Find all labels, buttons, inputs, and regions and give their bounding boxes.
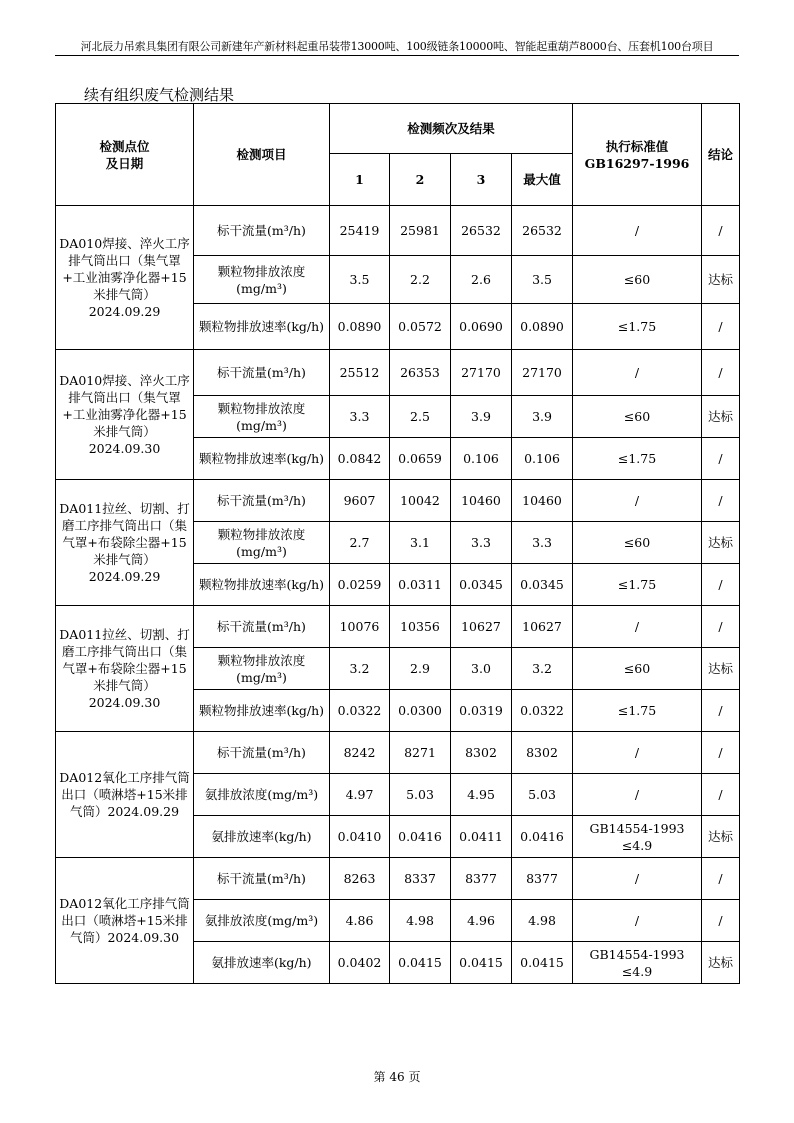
run-2-value-cell: 3.1 bbox=[390, 522, 451, 564]
run-1-value-cell: 4.97 bbox=[330, 774, 390, 816]
test-item-cell: 标干流量(m³/h) bbox=[194, 480, 330, 522]
results-table bbox=[55, 103, 740, 984]
run-1-value-cell: 4.86 bbox=[330, 900, 390, 942]
conclusion-cell: 达标 bbox=[702, 396, 740, 438]
standard-value-cell: ≤1.75 bbox=[573, 564, 702, 606]
measurement-point-cell: DA010焊接、淬火工序排气筒出口（集气罩+工业油雾净化器+15米排气筒）2024.09.30 bbox=[56, 350, 194, 480]
run-2-value-cell: 0.0572 bbox=[390, 304, 451, 350]
max-value-cell: 5.03 bbox=[512, 774, 573, 816]
run-1-value-cell: 25512 bbox=[330, 350, 390, 396]
test-item-cell: 氨排放浓度(mg/m³) bbox=[194, 774, 330, 816]
run-3-value-cell: 4.96 bbox=[451, 900, 512, 942]
run-1-value-cell: 3.5 bbox=[330, 256, 390, 304]
run-3-value-cell: 3.3 bbox=[451, 522, 512, 564]
run-1-value-cell: 0.0322 bbox=[330, 690, 390, 732]
test-item-cell: 标干流量(m³/h) bbox=[194, 732, 330, 774]
table-row bbox=[56, 858, 740, 900]
test-item-cell: 标干流量(m³/h) bbox=[194, 206, 330, 256]
run-2-value-cell: 0.0300 bbox=[390, 690, 451, 732]
standard-value-cell: ≤1.75 bbox=[573, 690, 702, 732]
run-3-value-cell: 3.9 bbox=[451, 396, 512, 438]
max-value-cell: 4.98 bbox=[512, 900, 573, 942]
run-1-value-cell: 8242 bbox=[330, 732, 390, 774]
run-2-value-cell: 8271 bbox=[390, 732, 451, 774]
standard-value-cell: / bbox=[573, 900, 702, 942]
conclusion-cell: / bbox=[702, 606, 740, 648]
test-item-cell: 颗粒物排放速率(kg/h) bbox=[194, 438, 330, 480]
test-item-cell: 颗粒物排放速率(kg/h) bbox=[194, 304, 330, 350]
run-3-value-cell: 10460 bbox=[451, 480, 512, 522]
run-1-value-cell: 25419 bbox=[330, 206, 390, 256]
standard-value-cell: ≤1.75 bbox=[573, 438, 702, 480]
header-max: 最大值 bbox=[512, 154, 573, 206]
run-2-value-cell: 0.0416 bbox=[390, 816, 451, 858]
run-2-value-cell: 8337 bbox=[390, 858, 451, 900]
conclusion-cell: / bbox=[702, 858, 740, 900]
test-item-cell: 氨排放速率(kg/h) bbox=[194, 816, 330, 858]
run-1-value-cell: 0.0890 bbox=[330, 304, 390, 350]
header-item: 检测项目 bbox=[194, 104, 330, 206]
header-point: 检测点位 及日期 bbox=[56, 104, 194, 206]
table-row bbox=[56, 350, 740, 396]
run-2-value-cell: 2.5 bbox=[390, 396, 451, 438]
run-3-value-cell: 2.6 bbox=[451, 256, 512, 304]
run-1-value-cell: 9607 bbox=[330, 480, 390, 522]
page-number: 第 46 页 bbox=[373, 1070, 421, 1084]
run-1-value-cell: 2.7 bbox=[330, 522, 390, 564]
standard-value-cell: GB14554-1993 ≤4.9 bbox=[573, 942, 702, 984]
max-value-cell: 3.3 bbox=[512, 522, 573, 564]
table-row bbox=[56, 480, 740, 522]
max-value-cell: 0.0322 bbox=[512, 690, 573, 732]
conclusion-cell: / bbox=[702, 480, 740, 522]
conclusion-cell: 达标 bbox=[702, 942, 740, 984]
header-run-2: 2 bbox=[390, 154, 451, 206]
test-item-cell: 标干流量(m³/h) bbox=[194, 606, 330, 648]
run-3-value-cell: 0.0345 bbox=[451, 564, 512, 606]
conclusion-cell: 达标 bbox=[702, 522, 740, 564]
max-value-cell: 0.0416 bbox=[512, 816, 573, 858]
measurement-point-cell: DA010焊接、淬火工序排气筒出口（集气罩+工业油雾净化器+15米排气筒）2024.09.29 bbox=[56, 206, 194, 350]
measurement-point-cell: DA012氧化工序排气筒出口（喷淋塔+15米排气筒）2024.09.30 bbox=[56, 858, 194, 984]
run-3-value-cell: 8377 bbox=[451, 858, 512, 900]
max-value-cell: 0.0890 bbox=[512, 304, 573, 350]
run-3-value-cell: 26532 bbox=[451, 206, 512, 256]
run-2-value-cell: 10356 bbox=[390, 606, 451, 648]
test-item-cell: 颗粒物排放速率(kg/h) bbox=[194, 690, 330, 732]
run-1-value-cell: 3.3 bbox=[330, 396, 390, 438]
test-item-cell: 颗粒物排放速率(kg/h) bbox=[194, 564, 330, 606]
run-2-value-cell: 5.03 bbox=[390, 774, 451, 816]
run-2-value-cell: 0.0659 bbox=[390, 438, 451, 480]
max-value-cell: 26532 bbox=[512, 206, 573, 256]
max-value-cell: 27170 bbox=[512, 350, 573, 396]
max-value-cell: 8377 bbox=[512, 858, 573, 900]
header-standard: 执行标准值 GB16297-1996 bbox=[573, 104, 702, 206]
standard-value-cell: / bbox=[573, 732, 702, 774]
conclusion-cell: 达标 bbox=[702, 648, 740, 690]
conclusion-cell: / bbox=[702, 774, 740, 816]
conclusion-cell: / bbox=[702, 564, 740, 606]
max-value-cell: 10460 bbox=[512, 480, 573, 522]
test-item-cell: 颗粒物排放浓度 (mg/m³) bbox=[194, 396, 330, 438]
max-value-cell: 0.106 bbox=[512, 438, 573, 480]
section-title: 续有组织废气检测结果 bbox=[84, 86, 235, 104]
header-run-3: 3 bbox=[451, 154, 512, 206]
run-2-value-cell: 2.9 bbox=[390, 648, 451, 690]
standard-value-cell: / bbox=[573, 858, 702, 900]
max-value-cell: 3.9 bbox=[512, 396, 573, 438]
standard-value-cell: / bbox=[573, 350, 702, 396]
run-1-value-cell: 0.0410 bbox=[330, 816, 390, 858]
table-row bbox=[56, 206, 740, 256]
run-2-value-cell: 2.2 bbox=[390, 256, 451, 304]
test-item-cell: 颗粒物排放浓度 (mg/m³) bbox=[194, 522, 330, 564]
header-run-1: 1 bbox=[330, 154, 390, 206]
run-3-value-cell: 0.106 bbox=[451, 438, 512, 480]
standard-value-cell: ≤60 bbox=[573, 396, 702, 438]
run-1-value-cell: 3.2 bbox=[330, 648, 390, 690]
header-rule bbox=[55, 55, 739, 56]
page-header: 河北辰力吊索具集团有限公司新建年产新材料起重吊装带13000吨、100级链条10000吨、智能起重葫芦8000台、压套机100台项目 bbox=[80, 40, 714, 53]
run-2-value-cell: 26353 bbox=[390, 350, 451, 396]
run-2-value-cell: 4.98 bbox=[390, 900, 451, 942]
max-value-cell: 0.0415 bbox=[512, 942, 573, 984]
standard-value-cell: / bbox=[573, 606, 702, 648]
conclusion-cell: 达标 bbox=[702, 256, 740, 304]
standard-value-cell: ≤60 bbox=[573, 522, 702, 564]
run-2-value-cell: 0.0311 bbox=[390, 564, 451, 606]
conclusion-cell: / bbox=[702, 438, 740, 480]
conclusion-cell: / bbox=[702, 732, 740, 774]
standard-value-cell: / bbox=[573, 206, 702, 256]
test-item-cell: 氨排放速率(kg/h) bbox=[194, 942, 330, 984]
run-3-value-cell: 27170 bbox=[451, 350, 512, 396]
max-value-cell: 0.0345 bbox=[512, 564, 573, 606]
measurement-point-cell: DA011拉丝、切割、打磨工序排气筒出口（集气罩+布袋除尘器+15米排气筒）2024.09.29 bbox=[56, 480, 194, 606]
run-3-value-cell: 4.95 bbox=[451, 774, 512, 816]
run-2-value-cell: 10042 bbox=[390, 480, 451, 522]
conclusion-cell: / bbox=[702, 350, 740, 396]
conclusion-cell: 达标 bbox=[702, 816, 740, 858]
run-3-value-cell: 3.0 bbox=[451, 648, 512, 690]
run-1-value-cell: 8263 bbox=[330, 858, 390, 900]
run-1-value-cell: 0.0402 bbox=[330, 942, 390, 984]
run-3-value-cell: 10627 bbox=[451, 606, 512, 648]
conclusion-cell: / bbox=[702, 690, 740, 732]
test-item-cell: 颗粒物排放浓度 (mg/m³) bbox=[194, 648, 330, 690]
run-3-value-cell: 0.0411 bbox=[451, 816, 512, 858]
run-2-value-cell: 0.0415 bbox=[390, 942, 451, 984]
run-3-value-cell: 8302 bbox=[451, 732, 512, 774]
test-item-cell: 颗粒物排放浓度 (mg/m³) bbox=[194, 256, 330, 304]
test-item-cell: 标干流量(m³/h) bbox=[194, 350, 330, 396]
run-3-value-cell: 0.0690 bbox=[451, 304, 512, 350]
run-1-value-cell: 10076 bbox=[330, 606, 390, 648]
test-item-cell: 氨排放浓度(mg/m³) bbox=[194, 900, 330, 942]
run-1-value-cell: 0.0842 bbox=[330, 438, 390, 480]
standard-value-cell: ≤60 bbox=[573, 648, 702, 690]
run-3-value-cell: 0.0319 bbox=[451, 690, 512, 732]
table-row bbox=[56, 732, 740, 774]
max-value-cell: 3.5 bbox=[512, 256, 573, 304]
standard-value-cell: GB14554-1993 ≤4.9 bbox=[573, 816, 702, 858]
header-frequency: 检测频次及结果 bbox=[330, 104, 573, 154]
run-3-value-cell: 0.0415 bbox=[451, 942, 512, 984]
standard-value-cell: / bbox=[573, 774, 702, 816]
run-2-value-cell: 25981 bbox=[390, 206, 451, 256]
max-value-cell: 10627 bbox=[512, 606, 573, 648]
conclusion-cell: / bbox=[702, 206, 740, 256]
max-value-cell: 3.2 bbox=[512, 648, 573, 690]
standard-value-cell: ≤60 bbox=[573, 256, 702, 304]
test-item-cell: 标干流量(m³/h) bbox=[194, 858, 330, 900]
header-conclusion: 结论 bbox=[702, 104, 740, 206]
conclusion-cell: / bbox=[702, 900, 740, 942]
table-row bbox=[56, 606, 740, 648]
conclusion-cell: / bbox=[702, 304, 740, 350]
measurement-point-cell: DA011拉丝、切割、打磨工序排气筒出口（集气罩+布袋除尘器+15米排气筒）2024.09.30 bbox=[56, 606, 194, 732]
standard-value-cell: ≤1.75 bbox=[573, 304, 702, 350]
run-1-value-cell: 0.0259 bbox=[330, 564, 390, 606]
standard-value-cell: / bbox=[573, 480, 702, 522]
max-value-cell: 8302 bbox=[512, 732, 573, 774]
measurement-point-cell: DA012氧化工序排气筒出口（喷淋塔+15米排气筒）2024.09.29 bbox=[56, 732, 194, 858]
